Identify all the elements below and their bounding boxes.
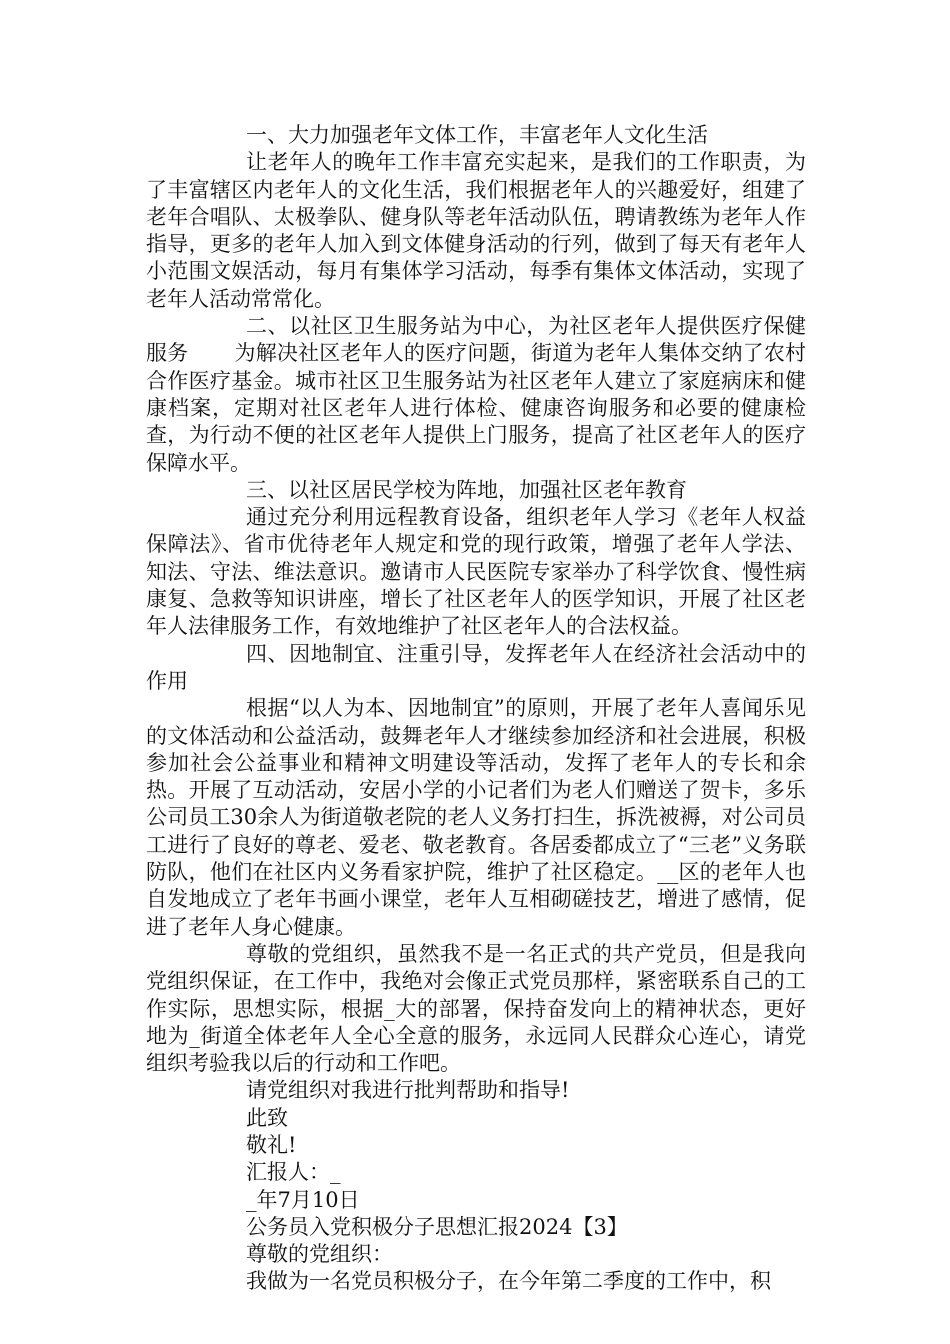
section1-body: 让老年人的晚年工作丰富充实起来，是我们的工作职责，为了丰富辖区内老年人的文化生活，我们根据老年人的兴趣爱好，组建了老年合唱队、太极拳队、健身队等老年活动队伍，聘请教练为老年人作指导，更多的老年人加入到文体健身活动的行列，做到了每天有老年人小范围文娱活动，每月有集体学习活动，每季有集体文体活动，实现了老年人活动常常化。 — [146, 150, 806, 311]
section2-heading — [146, 313, 806, 477]
date-line: _年7月10日 — [246, 1187, 360, 1212]
next-report-title: 公务员入党积极分子思想汇报2024【3】 — [246, 1214, 628, 1239]
closing-line-2: 敬礼! — [246, 1132, 297, 1157]
section3-heading: 三、以社区居民学校为阵地，加强社区老年教育 — [246, 477, 687, 502]
section4-body: 根据“以人为本、因地制宜”的原则，开展了老年人喜闻乐见的文体活动和公益活动，鼓舞老年人才继续参加经济和社会进展，积极参加社会公益事业和精神文明建设等活动，发挥了老年人的专长和余热。开展了互动活动，安居小学的小记者们为老人们赠送了贺卡，多乐公司员工30余人为街道敬老院的老人义务打扫生，拆洗被褥，对公司员工进行了良好的尊老、爱老、敬老教育。各居委都成立了“三老”义务联防队，他们在社区内义务看家护院，维护了社区稳定。__区的老年人也自发地成立了老年书画小课堂，老年人互相砌磋技艺，增进了感情，促进了老年人身心健康。 — [146, 696, 806, 939]
section3-body: 通过充分利用远程教育设备，组织老年人学习《老年人权益保障法》、省市优待老年人规定和党的现行政策，增强了老年人学法、知法、守法、维法意识。邀请市人民医院专家举办了科学饮食、慢性病康复、急救等知识讲座，增长了社区老年人的医学知识，开展了社区老年人法律服务工作，有效地维护了社区老年人的合法权益。 — [146, 505, 806, 639]
section4-heading: 四、因地制宜、注重引导，发挥老年人在经济社会活动中的作用 — [146, 641, 806, 693]
section1-heading: 一、大力加强老年文体工作，丰富老年人文化生活 — [246, 123, 708, 147]
reporter-line: 汇报人：_ — [246, 1160, 341, 1185]
section2-body: 为解决社区老年人的医疗问题，街道为老年人集体交纳了农村合作医疗基金。城市社区卫生服务站为社区老年人建立了家庭病床和健康档案，定期对社区老年人进行体检、健康咨询服务和必要的健康检查，为行动不便的社区老年人提供上门服务，提高了社区老年人的医疗保障水平。 — [146, 341, 807, 475]
next-report-opening: 我做为一名党员积极分子，在今年第二季度的工作中，积 — [246, 1269, 771, 1294]
closing-line-1: 此致 — [246, 1105, 288, 1130]
request-line: 请党组织对我进行批判帮助和指导! — [246, 1078, 570, 1103]
section2-heading-text: 二、以社区卫生服务站为中心，为社区老年人提供医疗保健服务 — [146, 314, 806, 366]
document-page — [146, 122, 806, 1296]
pledge-paragraph: 尊敬的党组织，虽然我不是一名正式的共产党员，但是我向党组织保证，在工作中，我绝对会像正式党员那样，紧密联系自己的工作实际，思想实际，根据_大的部署，保持奋发向上的精神状态，更好地为_街道全体老年人全心全意的服务，永远同人民群众心连心，请党组织考验我以后的行动和工作吧。 — [146, 941, 806, 1076]
next-report-salutation: 尊敬的党组织： — [246, 1242, 393, 1267]
